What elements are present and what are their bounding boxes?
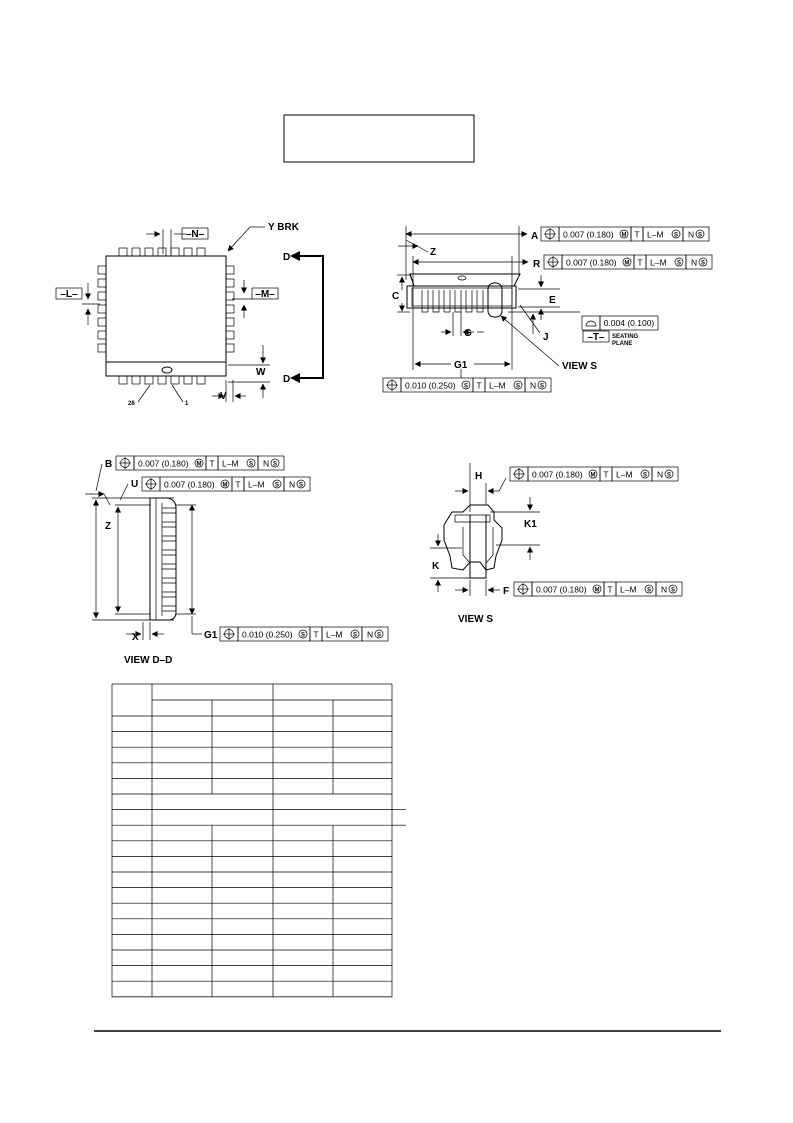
svg-text:U: U — [131, 479, 139, 490]
lead-pin — [226, 344, 234, 352]
fcf-datum: N — [657, 469, 664, 480]
fcf-tolerance: 0.007 (0.180) — [536, 584, 587, 595]
dd-lead — [162, 606, 176, 611]
fcf-datum: T — [634, 229, 640, 240]
fcf-tolerance: 0.010 (0.250) — [242, 629, 293, 640]
fcf-datum: L–M — [647, 229, 664, 240]
lead-pin — [184, 248, 192, 256]
view-s-detail — [430, 463, 540, 625]
lead-pin — [145, 248, 153, 256]
lead-pin — [171, 248, 179, 256]
pin1-label: 1 — [185, 401, 189, 407]
svg-text:X: X — [132, 632, 139, 643]
side-lead — [433, 290, 439, 312]
datum-n — [146, 228, 208, 254]
fcf-b — [116, 456, 284, 470]
svg-text:VIEW D–D: VIEW D–D — [124, 655, 173, 666]
fcf-modifier: S — [697, 232, 703, 239]
fcf-datum: N — [263, 458, 270, 469]
lead-pin — [145, 376, 153, 384]
dd-leads — [162, 508, 176, 611]
fcf-tolerance: 0.007 (0.180) — [566, 257, 617, 268]
svg-text:–M–: –M– — [255, 289, 275, 300]
fcf-tolerance: 0.007 (0.180) — [532, 469, 583, 480]
flatness-frame — [582, 316, 658, 347]
fcf-g1_side — [220, 627, 388, 641]
fcf-r — [544, 255, 712, 269]
fcf-modifier: S — [515, 383, 521, 390]
fcf-a — [541, 227, 709, 241]
lead-pin — [197, 376, 205, 384]
svg-text:–T–: –T– — [587, 332, 605, 343]
lead-pin — [226, 331, 234, 339]
svg-text:V: V — [220, 391, 227, 402]
svg-text:F: F — [503, 586, 510, 597]
svg-text:–L–: –L– — [60, 289, 78, 300]
fcf-datum: L–M — [620, 584, 637, 595]
svg-text:VIEW S: VIEW S — [458, 614, 494, 625]
fcf-datum: T — [603, 469, 609, 480]
fcf-modifier: M — [624, 260, 630, 267]
fcf-modifier: S — [298, 482, 304, 489]
fcf-datum: T — [637, 257, 643, 268]
lead-pin — [226, 305, 234, 313]
fcf-datum: N — [661, 584, 668, 595]
svg-text:SEATING: SEATING — [612, 334, 639, 340]
fcf-modifier: S — [666, 472, 672, 479]
dd-lead — [162, 578, 176, 583]
fcf-datum: N — [691, 257, 698, 268]
svg-text:G1: G1 — [454, 360, 468, 371]
fcf-h — [510, 467, 678, 481]
svg-text:G: G — [464, 328, 472, 339]
lead-pin — [119, 248, 127, 256]
lead-pin — [98, 318, 106, 326]
side-leads — [422, 290, 483, 312]
fcf-datum: L–M — [222, 458, 239, 469]
pin28-label: 28 — [128, 401, 135, 407]
side-lead — [422, 290, 428, 312]
svg-text:E: E — [549, 295, 556, 306]
fcf-modifier: S — [376, 632, 382, 639]
fcf-modifier: M — [621, 232, 627, 239]
lead-pin — [132, 248, 140, 256]
fcf-u — [142, 477, 310, 491]
feature-control-frames — [116, 227, 712, 641]
side-lead — [444, 290, 450, 312]
fcf-modifier: S — [700, 260, 706, 267]
svg-text:W: W — [256, 367, 266, 378]
svg-text:K1: K1 — [524, 519, 537, 530]
dd-lead — [162, 522, 176, 527]
fcf-datum: N — [530, 380, 537, 391]
side-lead — [477, 290, 483, 312]
svg-text:D: D — [283, 252, 291, 263]
fcf-modifier: S — [676, 260, 682, 267]
lead-pin — [158, 248, 166, 256]
fcf-datum: T — [313, 629, 319, 640]
fcf-g1_top — [383, 378, 551, 392]
side-lead — [466, 290, 472, 312]
view-d-d — [85, 459, 218, 666]
svg-text:A: A — [531, 231, 539, 242]
svg-text:Z: Z — [430, 247, 437, 258]
fcf-modifier: S — [300, 632, 306, 639]
svg-text:D: D — [283, 374, 291, 385]
svg-text:Z: Z — [105, 521, 112, 532]
fcf-modifier: S — [248, 461, 254, 468]
lead-pin — [226, 279, 234, 287]
datum-l — [56, 283, 100, 325]
fcf-datum: N — [367, 629, 374, 640]
lead-pin — [98, 292, 106, 300]
fcf-modifier: S — [352, 632, 358, 639]
dd-lead — [162, 536, 176, 541]
dd-lead — [162, 564, 176, 569]
section-d-d — [283, 251, 323, 385]
fcf-modifier: S — [272, 461, 278, 468]
fcf-modifier: S — [642, 472, 648, 479]
fcf-datum: L–M — [248, 479, 265, 490]
lead-pin — [226, 266, 234, 274]
side-view — [392, 226, 658, 378]
fcf-tolerance: 0.007 (0.180) — [563, 229, 614, 240]
title-box — [284, 115, 474, 162]
pin1-mark — [162, 367, 172, 373]
svg-text:PLANE: PLANE — [612, 341, 633, 347]
fcf-datum: T — [476, 380, 482, 391]
svg-text:VIEW S: VIEW S — [562, 361, 598, 372]
fcf-datum: T — [235, 479, 241, 490]
fcf-tolerance: 0.010 (0.250) — [405, 380, 456, 391]
lead-pins — [98, 248, 234, 384]
svg-text:J: J — [543, 332, 549, 343]
dim-w — [228, 345, 270, 398]
svg-text:B: B — [105, 459, 113, 470]
fcf-datum: L–M — [650, 257, 667, 268]
fcf-datum: T — [607, 584, 613, 595]
svg-text:C: C — [392, 291, 400, 302]
package-body — [106, 256, 226, 376]
top-view — [56, 222, 323, 407]
fcf-modifier: S — [539, 383, 545, 390]
fcf-datum: N — [289, 479, 296, 490]
fcf-modifier: S — [673, 232, 679, 239]
lead-pin — [197, 248, 205, 256]
svg-text:K: K — [432, 561, 440, 572]
lead-pin — [132, 376, 140, 384]
dd-lead — [162, 550, 176, 555]
fcf-modifier: M — [222, 482, 228, 489]
fcf-datum: L–M — [489, 380, 506, 391]
fcf-modifier: S — [463, 383, 469, 390]
lead-pin — [226, 318, 234, 326]
fcf-modifier: M — [594, 587, 600, 594]
y-brk-label: Y BRK — [268, 222, 299, 233]
svg-text:H: H — [475, 471, 483, 482]
fcf-modifier: M — [196, 461, 202, 468]
fcf-modifier: M — [590, 472, 596, 479]
lead-pin — [98, 266, 106, 274]
fcf-datum: T — [209, 458, 215, 469]
fcf-modifier: S — [646, 587, 652, 594]
lead-pin — [98, 305, 106, 313]
svg-text:G1: G1 — [204, 630, 218, 641]
lead-pin — [98, 279, 106, 287]
lead-pin — [98, 344, 106, 352]
fcf-modifier: S — [274, 482, 280, 489]
side-lead — [455, 290, 461, 312]
dd-lead — [162, 508, 176, 513]
lead-pin — [184, 376, 192, 384]
svg-text:0.004 (0.100): 0.004 (0.100) — [603, 318, 655, 328]
fcf-modifier: S — [670, 587, 676, 594]
fcf-datum: L–M — [616, 469, 633, 480]
datum-m — [232, 280, 278, 318]
lead-pin — [171, 376, 179, 384]
fcf-tolerance: 0.007 (0.180) — [164, 479, 215, 490]
svg-text:R: R — [533, 259, 541, 270]
lead-pin — [119, 376, 127, 384]
fcf-datum: L–M — [326, 629, 343, 640]
fcf-tolerance: 0.007 (0.180) — [138, 458, 189, 469]
fcf-datum: N — [688, 229, 695, 240]
dimension-table — [112, 684, 406, 997]
dd-lead — [162, 592, 176, 597]
lead-pin — [98, 331, 106, 339]
dim-v — [212, 380, 246, 402]
fcf-f — [514, 582, 682, 596]
lead-pin — [158, 376, 166, 384]
svg-text:–N–: –N– — [185, 229, 205, 240]
